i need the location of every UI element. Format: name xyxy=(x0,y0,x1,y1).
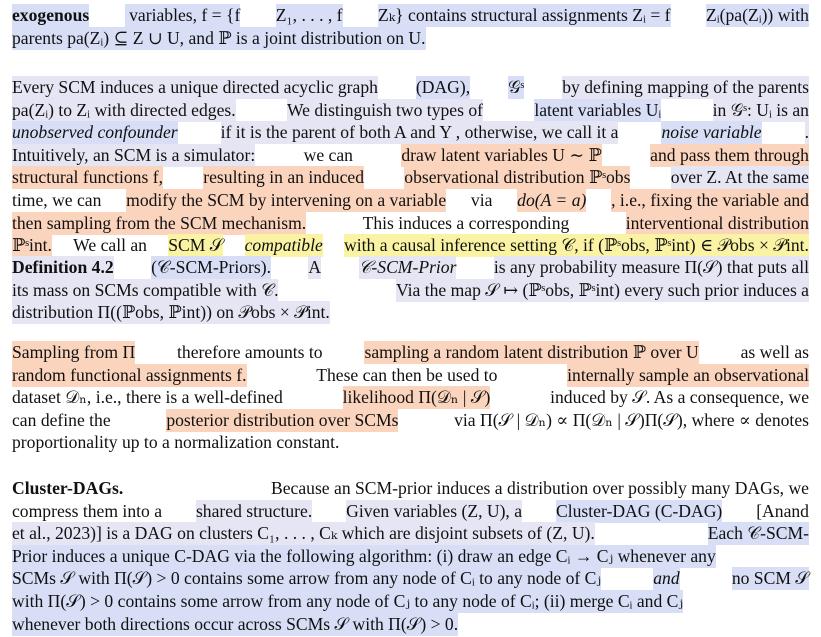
text-segment: therefore amounts to xyxy=(177,342,323,362)
highlighted-text: noise variable xyxy=(661,122,762,143)
highlighted-text: Zᵢ(pa(Zᵢ)) with xyxy=(706,5,809,25)
text-segment: via Π(𝒮 | 𝒟ₙ) ∝ Π(𝒟ₙ | 𝒮)Π(𝒮), where ∝ denotes xyxy=(454,409,809,430)
highlighted-text: observational distribution ℙˢobs xyxy=(404,167,631,188)
text-line xyxy=(12,590,809,613)
text-line xyxy=(12,99,809,122)
text-segment: dataset 𝒟ₙ, i.e., there is a well-defined xyxy=(12,387,283,408)
text-line xyxy=(12,301,809,324)
highlighted-text: whenever both directions occur across SCMs 𝒮 with Π(𝒮) > 0. xyxy=(12,613,459,634)
highlighted-text: and xyxy=(653,568,680,589)
highlighted-text: shared structure. xyxy=(195,500,313,521)
text-line xyxy=(12,4,809,27)
highlighted-text: no SCM 𝒮 xyxy=(731,568,809,589)
text-line xyxy=(12,27,809,50)
text-segment: This induces a corresponding xyxy=(362,212,570,233)
highlighted-text: , i.e., fixing the variable and xyxy=(611,190,809,210)
text-segment: via xyxy=(470,190,493,210)
text-line xyxy=(12,545,809,568)
highlighted-text: parents pa(Zᵢ) ⊆ Z ∪ U, and ℙ is a joint distribution on U. xyxy=(12,27,426,48)
text-line xyxy=(12,567,809,590)
highlighted-text: modify the SCM by intervening on a variable xyxy=(126,190,447,210)
highlighted-text: Zₖ} contains structural assignments Zᵢ = f xyxy=(378,5,671,25)
highlighted-text: posterior distribution over SCMs xyxy=(166,409,399,430)
highlighted-text: Every SCM induces a unique directed acyclic graph xyxy=(12,77,378,97)
highlighted-text: do(A = a) xyxy=(517,190,587,210)
highlighted-text: pa(Zᵢ) to Zᵢ with directed edges. xyxy=(12,99,236,120)
highlighted-text: ℙˢint. xyxy=(12,235,52,256)
text-line xyxy=(12,279,809,302)
highlighted-text: We distinguish two types of xyxy=(286,99,483,120)
highlighted-text: resulting in an induced xyxy=(203,167,365,188)
highlighted-text: with Π(𝒮) > 0 contains some arrow from any node of Cⱼ to any node of Cᵢ; (ii) merge Cᵢ and Cⱼ xyxy=(12,591,684,611)
text-segment: induced by 𝒮. As a consequence, we xyxy=(550,387,809,408)
text-segment: compress them into a xyxy=(12,500,163,521)
highlighted-text: exogenous xyxy=(12,5,90,25)
text-segment: we can xyxy=(303,144,353,165)
highlighted-text: Definition 4.2 xyxy=(12,257,114,277)
highlighted-text: with a causal inference setting 𝒞, if (ℙˢobs, ℙˢint) ∈ 𝒫obs × 𝒫int. xyxy=(344,235,809,256)
highlighted-text: random functional assignments f. xyxy=(12,364,247,385)
text-line xyxy=(12,409,809,432)
highlighted-text: latent variables Uᵢ xyxy=(534,99,662,120)
text-line xyxy=(12,166,809,189)
highlighted-text: over Z. At the same xyxy=(670,167,809,188)
highlighted-text: interventional distribution xyxy=(625,212,809,233)
highlighted-text: Intuitively, an SCM is a simulator: xyxy=(12,144,256,165)
text-line xyxy=(12,189,809,212)
highlighted-text: is any probability measure Π(𝒮) that puts all xyxy=(493,257,809,277)
highlighted-text: Each 𝒞-SCM- xyxy=(707,523,809,544)
text-line xyxy=(12,212,809,235)
text-segment: time, we can xyxy=(12,190,102,210)
text-segment: Because an SCM-prior induces a distribution over possibly many DAGs, we xyxy=(271,478,809,498)
highlighted-text: . xyxy=(804,122,809,143)
text-line xyxy=(12,522,809,545)
highlighted-text: then sampling from the SCM mechanism. xyxy=(12,212,307,233)
highlighted-text: Via the map 𝒮 ↦ (ℙˢobs, ℙˢint) every such prior induces a xyxy=(395,279,809,300)
highlighted-text: Given variables (Z, U), a xyxy=(346,500,523,521)
text-line xyxy=(12,477,809,500)
text-line xyxy=(12,431,809,454)
text-line xyxy=(12,364,809,387)
text-segment: These can then be used to xyxy=(316,364,498,385)
highlighted-text: distribution Π((ℙobs, ℙint)) on 𝒫obs × 𝒫int. xyxy=(12,302,330,323)
text-segment: can define the xyxy=(12,409,111,430)
highlighted-text: SCMs 𝒮 with Π(𝒮) > 0 contains some arrow from any node of Cᵢ to any node of Cⱼ xyxy=(12,568,602,589)
highlighted-text: SCM 𝒮 xyxy=(168,235,224,256)
text-segment: [Anand xyxy=(756,500,809,521)
text-line xyxy=(12,613,809,636)
highlighted-text: draw latent variables U ∼ ℙ xyxy=(401,144,602,165)
highlighted-text: structural functions f, xyxy=(12,167,163,188)
text-line xyxy=(12,500,809,523)
highlighted-text: sampling a random latent distribution ℙ over U xyxy=(364,342,699,362)
text-line xyxy=(12,256,809,279)
highlighted-text: internally sample an observational xyxy=(567,364,809,385)
text-segment: proportionality up to a normalization constant. xyxy=(12,432,340,453)
highlighted-text: in 𝒢ˢ: Uᵢ is an xyxy=(712,99,809,120)
highlighted-text: unobserved confounder xyxy=(12,122,178,143)
highlighted-text: et al., 2023)] is a DAG on clusters C₁, . . . , Cₖ which are disjoint subsets of (Z, U). xyxy=(12,523,595,544)
highlighted-text: (𝒞-SCM-Priors). xyxy=(151,257,271,277)
text-line xyxy=(12,341,809,364)
highlighted-text: Sampling from Π xyxy=(12,342,136,362)
highlighted-text: and pass them through xyxy=(650,144,809,165)
highlighted-text: variables, f = {f xyxy=(124,5,241,25)
text-segment: Cluster-DAGs. xyxy=(12,478,124,498)
highlighted-text: if it is the parent of both A and Y , otherwise, we call it a xyxy=(220,122,619,143)
highlighted-text: by defining mapping of the parents xyxy=(562,77,809,97)
text-line xyxy=(12,121,809,144)
highlighted-text: compatible xyxy=(244,235,323,256)
highlighted-text: likelihood Π(𝒟ₙ | 𝒮) xyxy=(342,387,491,408)
highlighted-text: its mass on SCMs compatible with 𝒞. xyxy=(12,279,279,300)
text-line xyxy=(12,386,809,409)
highlighted-text: A xyxy=(308,257,322,277)
highlighted-text: Z₁, . . . , f xyxy=(275,5,343,25)
highlighted-text: Cluster-DAG (C-DAG) xyxy=(555,500,723,521)
text-segment: as well as xyxy=(740,342,809,362)
highlighted-text: 𝒢ˢ xyxy=(508,77,525,97)
text-segment: We call an xyxy=(73,235,147,256)
text-line xyxy=(12,144,809,167)
highlighted-text: (DAG), xyxy=(415,77,471,97)
highlighted-text: 𝒞-SCM-Prior xyxy=(358,257,457,277)
text-line xyxy=(12,234,809,257)
text-line xyxy=(12,76,809,99)
highlighted-text: Prior induces a unique C-DAG via the following algorithm: (i) draw an edge Cᵢ → Cⱼ whenever any xyxy=(12,545,716,566)
